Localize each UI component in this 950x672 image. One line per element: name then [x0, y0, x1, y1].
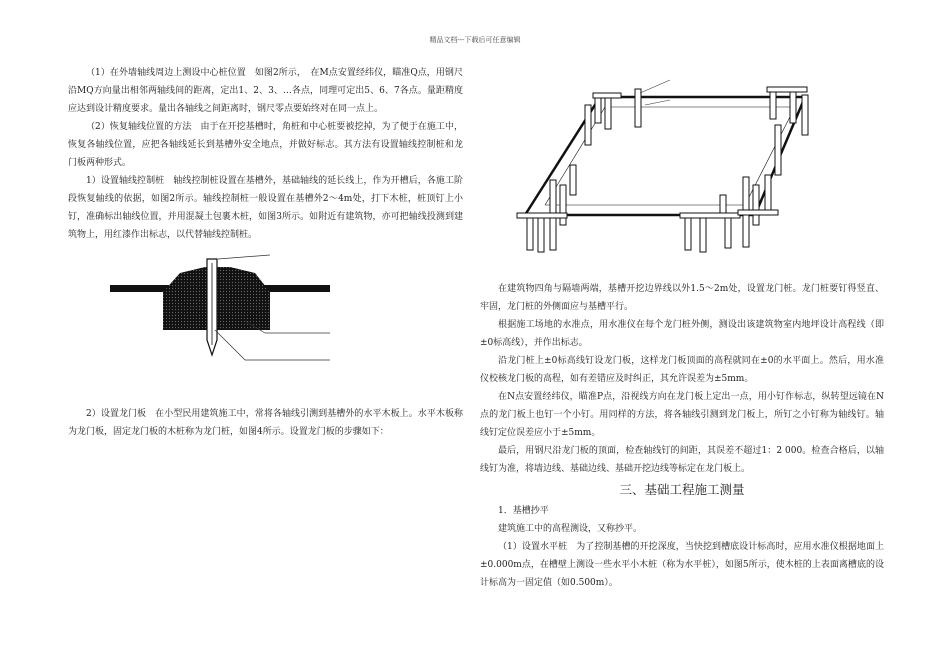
page-header: 精品文档---下载后可任意编辑 — [429, 36, 521, 44]
paragraph: 1）设置轴线控制桩 轴线控制桩设置在基槽外，基础轴线的延长线上，作为开槽后，各施工阶段恢复轴线的依据，如图2所示。轴线控制桩一般设置在基槽外2～4m处，打下木桩，桩顶钉上小钉，准确标出轴线位置，并用混凝土包裹木桩，如图3所示。如附近有建筑物，亦可把轴线投测到建筑物上，用红漆作出标志，以代替轴线控制桩。 — [68, 176, 463, 240]
paragraph: （1）在外墙轴线周边上测设中心桩位置 如图2所示， 在M点安置经纬仪，瞄准Q点，用钢尺沿MQ方向量出相邻两轴线间的距离，定出1、2、3、…各点，同理可定出5、6、7各点。量距精度应达到设计精度要求。量出各轴线之间距离时，钢尺零点要始终对在同一点上。 — [68, 68, 463, 114]
subsection-heading: 1．基槽抄平 — [498, 506, 549, 516]
section-title: 三、基础工程施工测量 — [619, 482, 745, 497]
paragraph: 根据施工场地的水准点，用水准仪在每个龙门桩外侧，测设出该建筑物室内地坪设计高程线（即±0标高线），并作出标志。 — [480, 320, 884, 348]
left-column-bottom — [68, 405, 463, 441]
figure-control-pile — [105, 245, 335, 370]
figure-batter-boards — [505, 75, 850, 255]
paragraph: 在建筑物四角与隔墙两端，基槽开挖边界线以外1.5～2m处，设置龙门桩。龙门桩要钉得竖直、牢固，龙门桩的外侧面应与基槽平行。 — [480, 284, 884, 312]
paragraph: （2）恢复轴线位置的方法 由于在开挖基槽时，角桩和中心桩要被挖掉，为了便于在施工中，恢复各轴线位置，应把各轴线延长到基槽外安全地点，并做好标志。其方法有设置轴线控制桩和龙门板两种形式。 — [68, 122, 463, 168]
paragraph: 在N点安置经纬仪，瞄准P点，沿视线方向在龙门板上定出一点，用小钉作标志，纵转望远镜在N点的龙门板上也钉一个小钉。用同样的方法，将各轴线引测到龙门板上，所钉之小钉称为轴线钉。轴线钉定位误差应小于±5mm。 — [480, 392, 884, 438]
paragraph: 建筑施工中的高程测设，又称抄平。 — [498, 524, 643, 534]
paragraph: 2）设置龙门板 在小型民用建筑施工中，常将各轴线引测到基槽外的水平木板上。水平木板称为龙门板，固定龙门板的木桩称为龙门桩，如图4所示。设置龙门板的步骤如下： — [68, 409, 463, 437]
paragraph: 沿龙门桩上±0标高线钉设龙门板，这样龙门板顶面的高程就同在±0的水平面上。然后，用水准仪校核龙门板的高程，如有差错应及时纠正，其允许误差为±5mm。 — [480, 356, 884, 384]
left-column — [68, 64, 463, 244]
paragraph: （1）设置水平桩 为了控制基槽的开挖深度，当快挖到槽底设计标高时，应用水准仪根据地面上±0.000m点，在槽壁上测设一些水平小木桩（称为水平桩），如图5所示，使木桩的上表面离槽底的设计标高为一固定值（如0.500m）。 — [480, 542, 884, 588]
paragraph: 最后，用钢尺沿龙门板的顶面，检查轴线钉的间距，其误差不超过1：2 000。检查合格后，以轴线钉为准，将墙边线、基础边线、基础开挖边线等标定在龙门板上。 — [480, 446, 884, 474]
right-column — [480, 280, 884, 592]
